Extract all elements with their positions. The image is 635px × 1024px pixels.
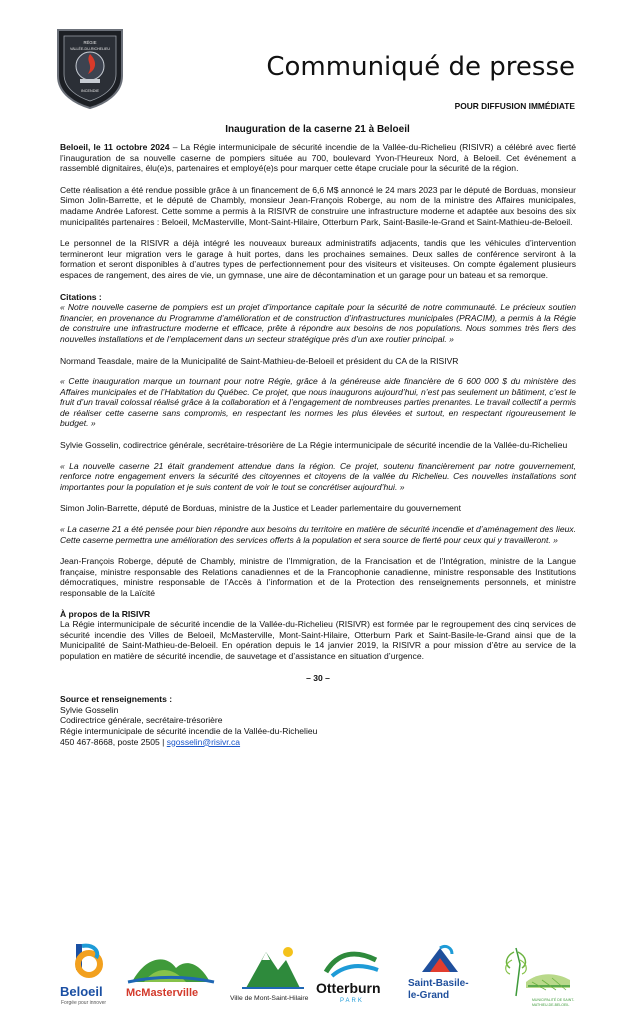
quote-roberge: « La caserne 21 a été pensée pour bien répondre aux besoins du territoire en matière de sécurité incendie et d’aménagement des lieux. Cette caserne permettra une amélioration des services offerts à la population et sera source de fierté pour ceux qui y travailleront. » [60, 524, 576, 545]
beloeil-b-icon [60, 942, 116, 982]
quote-gosselin: « Cette inauguration marque un tournant pour notre Régie, grâce à la généreuse aide financière de 6 600 000 $ du ministère des Affaires municipales et de l’Habitation du Québec. Ce projet, que nous inaugurons aujourd’hui, n’est pas seulement un bâtiment, c’est le fruit d’un travail colossal réalisé grâce à la collaboration et à l’engagement de nombreuses parties prenantes. Le travail collectif a permis de réaliser cette caserne sans compromis, en respectant les normes les plus élevées et surtout, en respectant rigoureusement le budget. » [60, 376, 576, 429]
source-phone: 450 467-8668, poste 2505 | [60, 736, 167, 747]
badge-line2: VALLÉE-DU-RICHELIEU [69, 47, 111, 51]
mont-saint-hilaire-mountain-icon [228, 942, 314, 992]
otterburn-name: Otterburn [316, 980, 381, 996]
mont-saint-hilaire-name: Ville de Mont-Saint-Hilaire [230, 995, 309, 1002]
source-name: Sylvie Gosselin [60, 704, 119, 715]
saint-basile-emblem-icon [408, 942, 472, 976]
end-mark: – 30 – [306, 672, 330, 683]
about-heading: À propos de la RISIVR [60, 608, 151, 619]
source-block [60, 694, 576, 747]
otterburn-park-logo [316, 942, 388, 1012]
release-notice: POUR DIFFUSION IMMÉDIATE [454, 101, 575, 111]
intro-paragraph [60, 142, 576, 174]
source-org: Régie intermunicipale de sécurité incendie de la Vallée-du-Richelieu [60, 725, 318, 736]
beloeil-tagline: Forgée pour innover [61, 1000, 107, 1006]
document-title: Communiqué de presse [266, 52, 575, 82]
saint-basile-name-line1: Saint-Basile- [408, 978, 469, 989]
saint-mathieu-field-icon [486, 942, 576, 998]
press-release-body [60, 142, 576, 747]
about-text: La Régie intermunicipale de sécurité incendie de la Vallée-du-Richelieu (RISIVR) est formée par le regroupement des cinq services de sécurité incendie des Villes de Beloeil, McMasterville, Mont-Saint-Hilaire, Otterburn Park et Saint-Basile-le-Grand ainsi que de la Municipalité de Saint-Mathieu-de-Beloeil. En opération depuis le 14 janvier 2019, la RISIVR a pour mission d’être au service de la population en matière de sécurité incendie, de sauvetage et d’assistance en situation d’urgence. [60, 619, 576, 661]
badge-line1: RÉGIE [83, 40, 97, 45]
mont-saint-hilaire-logo [228, 942, 314, 1012]
partner-logos [60, 942, 576, 1012]
otterburn-park-label: PARK [340, 998, 364, 1004]
saint-mathieu-de-beloeil-logo [486, 942, 576, 1012]
citations-heading: Citations : [60, 291, 102, 302]
saint-basile-name-line2: le-Grand [408, 990, 450, 1001]
mcmasterville-logo [126, 942, 216, 1012]
shield-icon [52, 24, 128, 110]
source-contact [60, 737, 576, 748]
author-roberge: Jean-François Roberge, député de Chambly, ministre de l’Immigration, de la Francisation et de l’Intégration, ministre de la Langue française, ministre responsable des Relations canadiennes et de la Francophonie canadienne, ministre responsable des Institutions démocratiques, ministre responsable de l’Accès à l’information et de la Protection des renseignements personnels, et ministre responsable de la Laïcité [60, 556, 576, 598]
saint-basile-le-grand-logo [408, 942, 472, 1012]
source-heading: Source et renseignements : [60, 694, 173, 705]
funding-paragraph: Cette réalisation a été rendue possible grâce à un financement de 6,6 M$ annoncé le 24 mars 2023 par le député de Borduas, monsieur Simon Jolin-Barrette, et le député de Chambly, monsieur Jean-François Roberge, au nom de la ministre des Affaires municipales, madame Andrée Laforest. Cette somme a permis à la RISIVR de construire une infrastructure moderne et adaptée aux besoins des six municipalités partenaires : Beloeil, McMasterville, Mont-Saint-Hilaire, Otterburn Park, Saint-Basile-le-Grand et Saint-Mathieu-de-Beloeil. [60, 184, 576, 227]
beloeil-logo [60, 942, 116, 1012]
intro-text: – La Régie intermunicipale de sécurité incendie de la Vallée-du-Richelieu (RISIVR) a célébré avec fierté l’inauguration de sa nouvelle caserne de pompiers située au 700, boulevard Yvon-l’Heureux Nord, à Beloeil. Cet événement a rassemblé dignitaires, élu(e)s, partenaires et employé(e)s pour marquer cette étape cruciale pour la sécurité de la région. [60, 142, 576, 174]
risivr-badge-logo [52, 24, 128, 110]
beloeil-name: Beloeil [60, 984, 103, 999]
headline: Inauguration de la caserne 21 à Beloeil [225, 124, 410, 135]
otterburn-wave-icon [316, 942, 388, 978]
mcmasterville-hills-icon [126, 942, 216, 984]
author-teasdale: Normand Teasdale, maire de la Municipalité de Saint-Mathieu-de-Beloeil et président du CA de la RISIVR [60, 355, 459, 366]
author-gosselin: Sylvie Gosselin, codirectrice générale, secrétaire-trésorière de La Régie intermunicipale de sécurité incendie de la Vallée-du-Richelieu [60, 440, 568, 451]
dateline: Beloeil, le 11 octobre 2024 [60, 142, 170, 152]
saint-mathieu-name: MUNICIPALITÉ DE SAINT-MATHIEU-DE-BELOEIL [532, 998, 575, 1007]
facilities-paragraph: Le personnel de la RISIVR a déjà intégré les nouveaux bureaux administratifs adjacents, tandis que les véhicules d’intervention termineront leur migration vers le garage à huit portes, dans les prochaines semaines. Deux salles de conférence serviront à la formation et seront disponibles à d’autres types de perfectionnement pour des visiteurs et visiteuses. On compte également plusieurs espaces de rangement, des aires de vie, un gymnase, une aire de décontamination et un garage pour un bateau et sa remorque. [60, 238, 576, 280]
mcmasterville-name: McMasterville [126, 987, 199, 999]
quote-teasdale: « Notre nouvelle caserne de pompiers est un projet d’importance capitale pour la sécurité de notre communauté. Le précieux soutien financier, en provenance du Programme d’amélioration et de construction d’infrastructures municipales (PRACIM), a permis à la Régie de construire une infrastructure moderne et efficace, prête à répondre aux besoins de nos populations. Nous sommes très fiers des nouvelles installations et de l’emplacement dans un secteur stratégique près d’un axe routier principal. » [60, 302, 576, 344]
badge-line3: INCENDIE [80, 89, 100, 93]
quote-jolin-barrette: « La nouvelle caserne 21 était grandement attendue dans la région. Ce projet, soutenu financièrement par notre gouvernement, renforce notre engagement envers la sécurité des citoyennes et citoyens de la vallée du Richelieu. Ces nouvelles installations sont importantes pour la population et je suis content de voir le tout se concrétiser aujourd’hui. » [60, 460, 576, 492]
source-email-link[interactable]: sgosselin@risivr.ca [166, 736, 241, 747]
author-jolin-barrette: Simon Jolin-Barrette, député de Borduas, ministre de la Justice et Leader parlementaire du gouvernement [60, 503, 461, 514]
source-role: Codirectrice générale, secrétaire-trésorière [60, 715, 223, 726]
